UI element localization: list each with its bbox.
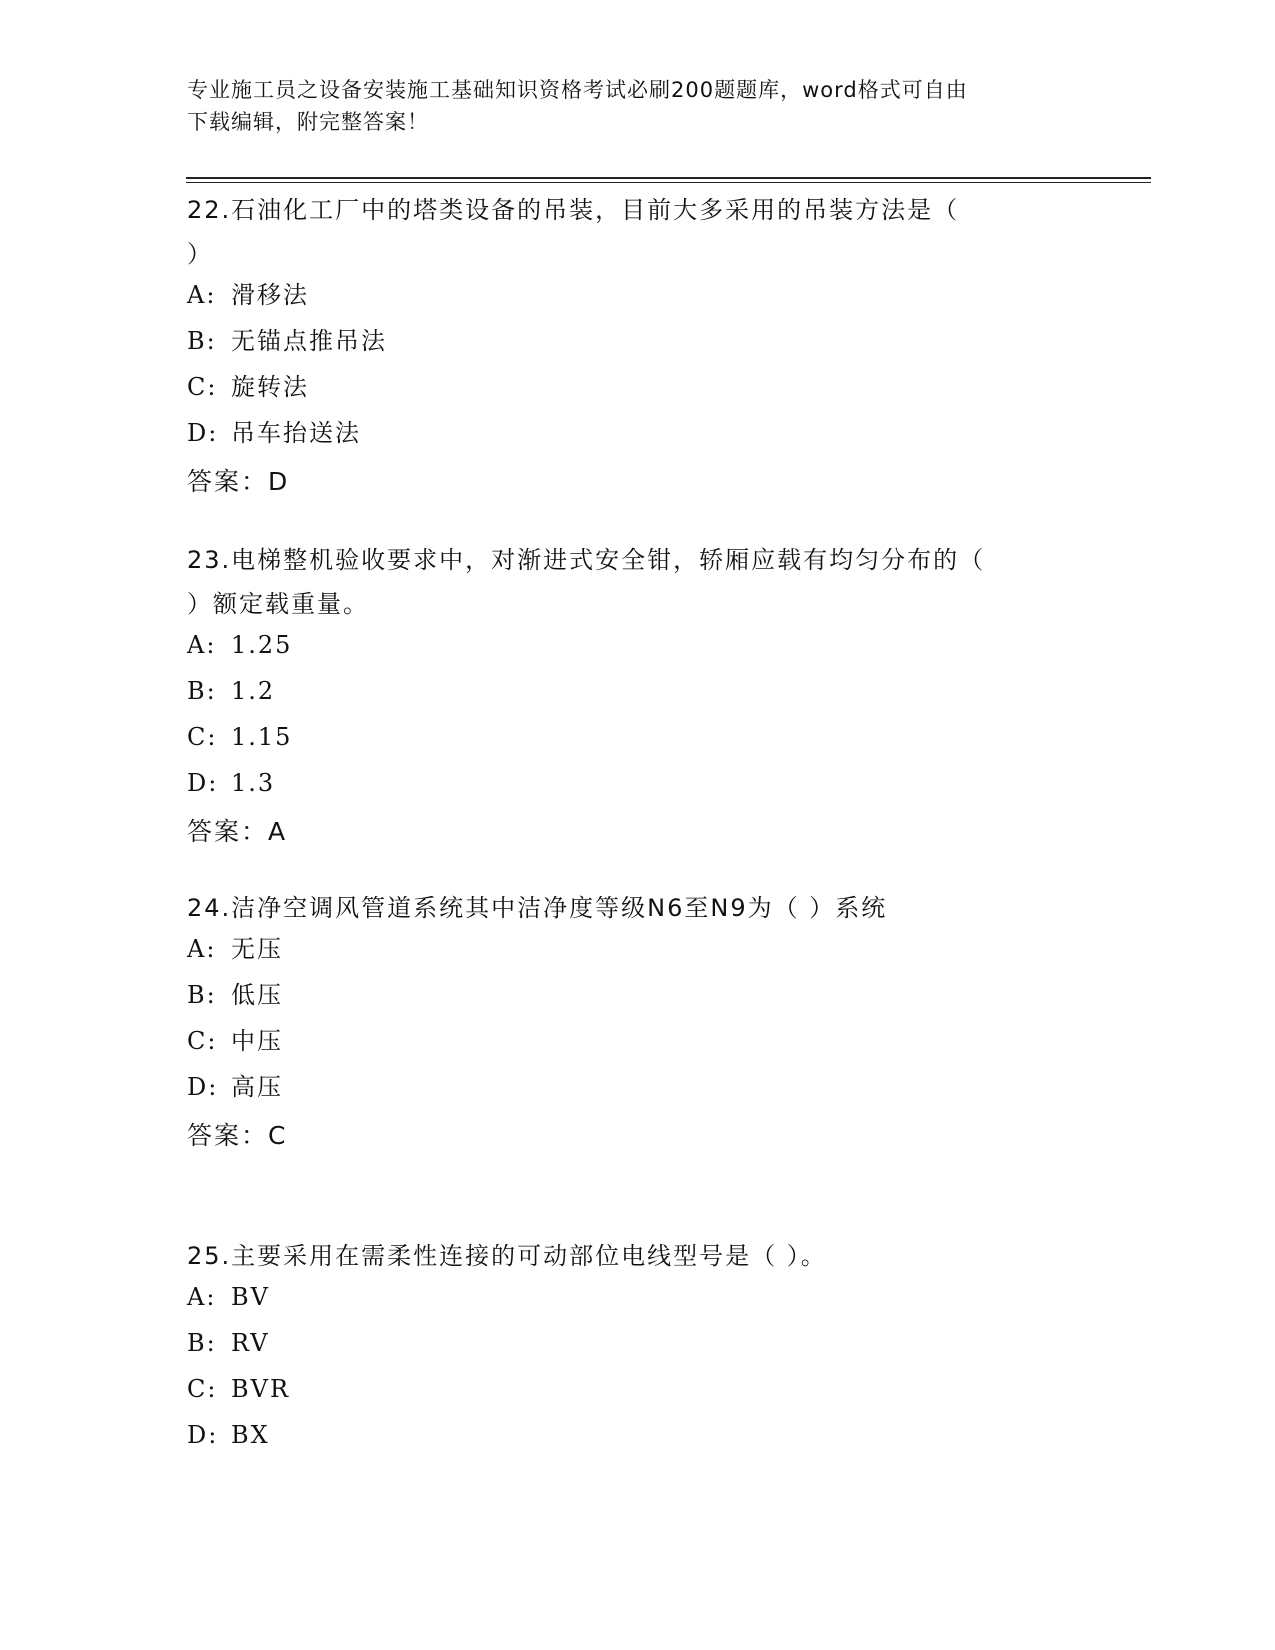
option-d xyxy=(187,1420,1087,1466)
question-23 xyxy=(187,538,1087,850)
option-text: 旋转法 xyxy=(231,373,309,401)
answer-line: 答案：C xyxy=(187,1121,288,1150)
option-key: D: xyxy=(187,1421,219,1449)
question-25 xyxy=(187,1234,1087,1466)
option-text: 1.15 xyxy=(231,723,293,751)
document-header xyxy=(187,74,1067,138)
option-text: BX xyxy=(231,1421,270,1449)
question-22 xyxy=(187,188,1087,500)
option-key: B: xyxy=(187,327,217,355)
option-text: 中压 xyxy=(231,1027,283,1055)
option-c xyxy=(187,1374,1087,1420)
option-text: 吊车抬送法 xyxy=(231,419,361,447)
option-key: A: xyxy=(187,935,217,963)
option-key: D: xyxy=(187,1073,219,1101)
option-c xyxy=(187,1026,1087,1072)
option-a xyxy=(187,280,1087,326)
question-stem-line: 22.石油化工厂中的塔类设备的吊装，目前大多采用的吊装方法是（ xyxy=(187,196,960,224)
option-key: A: xyxy=(187,631,217,659)
option-key: C: xyxy=(187,723,218,751)
option-a xyxy=(187,630,1087,676)
option-d xyxy=(187,418,1087,464)
option-b xyxy=(187,326,1087,372)
option-key: A: xyxy=(187,281,217,309)
question-stem-line: 23.电梯整机验收要求中，对渐进式安全钳，轿厢应载有均匀分布的（ xyxy=(187,546,986,574)
option-b xyxy=(187,980,1087,1026)
option-text: 1.25 xyxy=(231,631,293,659)
option-key: A: xyxy=(187,1283,217,1311)
option-c xyxy=(187,372,1087,418)
option-key: C: xyxy=(187,373,218,401)
question-stem-line: 24.洁净空调风管道系统其中洁净度等级N6至N9为（ ）系统 xyxy=(187,894,888,922)
option-a xyxy=(187,934,1087,980)
answer-line: 答案：A xyxy=(187,817,288,846)
option-b xyxy=(187,676,1087,722)
question-stem-line: ）额定载重量。 xyxy=(187,590,369,618)
option-d xyxy=(187,768,1087,814)
option-text: 低压 xyxy=(231,981,283,1009)
option-key: B: xyxy=(187,677,217,705)
option-text: 高压 xyxy=(231,1073,283,1101)
option-key: B: xyxy=(187,1329,217,1357)
option-text: BVR xyxy=(231,1375,291,1403)
option-key: C: xyxy=(187,1375,218,1403)
option-key: C: xyxy=(187,1027,218,1055)
header-line-2: 下载编辑，附完整答案！ xyxy=(187,110,429,134)
option-key: D: xyxy=(187,769,219,797)
option-text: 1.2 xyxy=(231,677,276,705)
option-text: RV xyxy=(231,1329,270,1357)
header-divider-thin xyxy=(186,182,1151,183)
header-divider-thick xyxy=(186,177,1151,179)
option-text: 无锚点推吊法 xyxy=(231,327,387,355)
option-key: D: xyxy=(187,419,219,447)
question-stem-line: ） xyxy=(187,240,213,268)
option-text: 无压 xyxy=(231,935,283,963)
option-b xyxy=(187,1328,1087,1374)
option-key: B: xyxy=(187,981,217,1009)
header-line-1: 专业施工员之设备安装施工基础知识资格考试必刷200题题库，word格式可自由 xyxy=(187,78,968,102)
answer-line: 答案：D xyxy=(187,467,290,496)
option-a xyxy=(187,1282,1087,1328)
question-stem-line: 25.主要采用在需柔性连接的可动部位电线型号是（ ）。 xyxy=(187,1242,827,1270)
option-text: 1.3 xyxy=(231,769,276,797)
option-d xyxy=(187,1072,1087,1118)
option-c xyxy=(187,722,1087,768)
option-text: BV xyxy=(231,1283,270,1311)
option-text: 滑移法 xyxy=(231,281,309,309)
question-24 xyxy=(187,886,1087,1154)
